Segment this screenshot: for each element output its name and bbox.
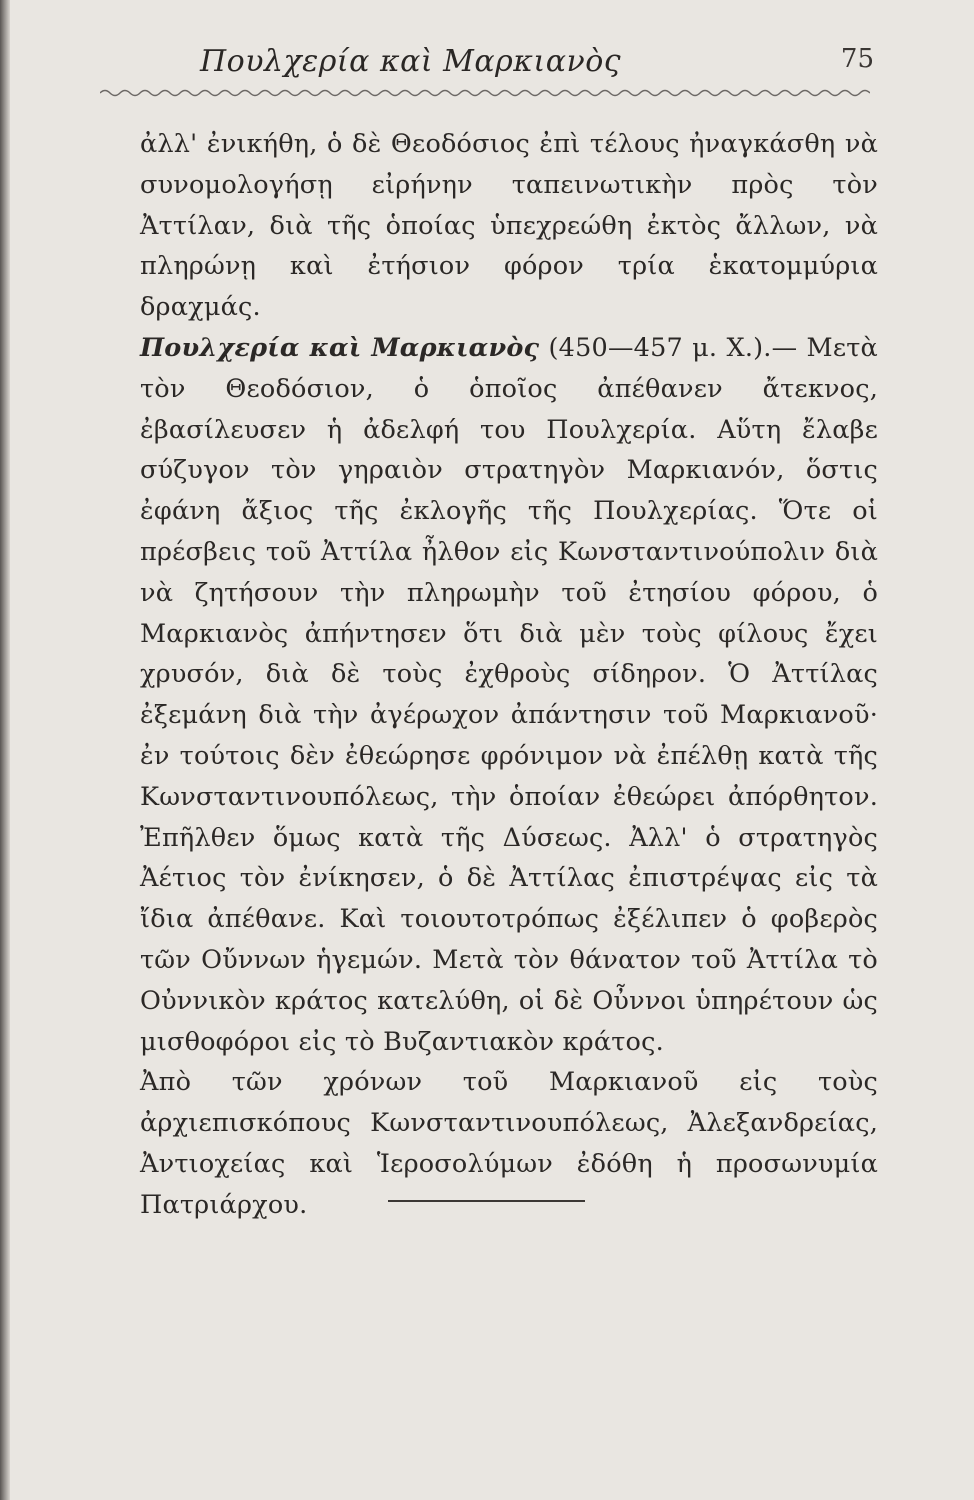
header-wavy-rule [100,86,870,100]
body-text [140,124,878,1226]
section-heading: Πουλχερία καὶ Μαρκιανὸς [140,332,540,363]
page-number: 75 [840,44,874,74]
running-head: Πουλχερία καὶ Μαρκιανὸς [200,44,622,79]
paragraph-2-text: Μετὰ τὸν Θεοδόσιον, ὁ ὁποῖος ἀπέθανεν ἄτεκνος, ἐβασίλευσεν ἡ ἀδελφή του Πουλχερία. Αὕτη ἔλαβε σύζυγον τὸν γηραιὸν στρατηγὸν Μαρκιανόν, ὅστις ἐφάνη ἄξιος τῆς ἐκλογῆς τῆς Πουλχερίας. Ὅτε οἱ πρέσβεις τοῦ Ἀττίλα ἦλθον εἰς Κωνσταντινούπολιν διὰ νὰ ζητήσουν τὴν πληρωμὴν τοῦ ἐτησίου φόρου, ὁ Μαρκιανὸς ἀπήντησεν ὅτι διὰ μὲν τοὺς φίλους ἔχει χρυσόν, διὰ δὲ τοὺς ἐχθροὺς σίδηρον. Ὁ Ἀττίλας ἐξεμάνη διὰ τὴν ἀγέρωχον ἀπάντησιν τοῦ Μαρκιανοῦ· ἐν τούτοις δὲν ἐθεώρησε φρόνιμον νὰ ἐπέλθῃ κατὰ τῆς Κωνσταντινουπόλεως, τὴν ὁποίαν ἐθεώρει ἀπόρθητον. Ἐπῆλθεν ὅμως κατὰ τῆς Δύσεως. Ἀλλ' ὁ στρατηγὸς Ἀέτιος τὸν ἐνίκησεν, ὁ δὲ Ἀττίλας ἐπιστρέψας εἰς τὰ ἴδια ἀπέθανε. Καὶ τοιουτοτρόπως ἐξέλιπεν ὁ φοβερὸς τῶν Οὔννων ἡγεμών. Μετὰ τὸν θάνατον τοῦ Ἀττίλα τὸ Οὐννικὸν κράτος κατελύθη, οἱ δὲ Οὖννοι ὑπηρέτουν ὡς μισθοφόροι εἰς τὸ Βυζαντιακὸν κράτος. [140,332,878,1057]
paragraph-2 [140,328,878,1062]
paragraph-1: ἀλλ' ἐνικήθη, ὁ δὲ Θεοδόσιος ἐπὶ τέλους ἠναγκάσθη νὰ συνομολογήσῃ εἰρήνην ταπεινωτικὴν πρὸς τὸν Ἀττίλαν, διὰ τῆς ὁποίας ὑπεχρεώθη ἐκτὸς ἄλλων, νὰ πληρώνῃ καὶ ἐτήσιον φόρον τρία ἑκατομμύρια δραχμάς. [140,129,878,323]
end-rule [388,1200,585,1202]
page-binding-edge [0,0,10,1500]
section-dates: (450—457 μ. Χ.).— [539,332,807,363]
paragraph-3: Ἀπὸ τῶν χρόνων τοῦ Μαρκιανοῦ εἰς τοὺς ἀρχιεπισκόπους Κωνσταντινουπόλεως, Ἀλεξανδρείας, Ἀντιοχείας καὶ Ἱεροσολύμων ἐδόθη ἡ προσωνυμία Πατριάρχου. [140,1067,878,1220]
